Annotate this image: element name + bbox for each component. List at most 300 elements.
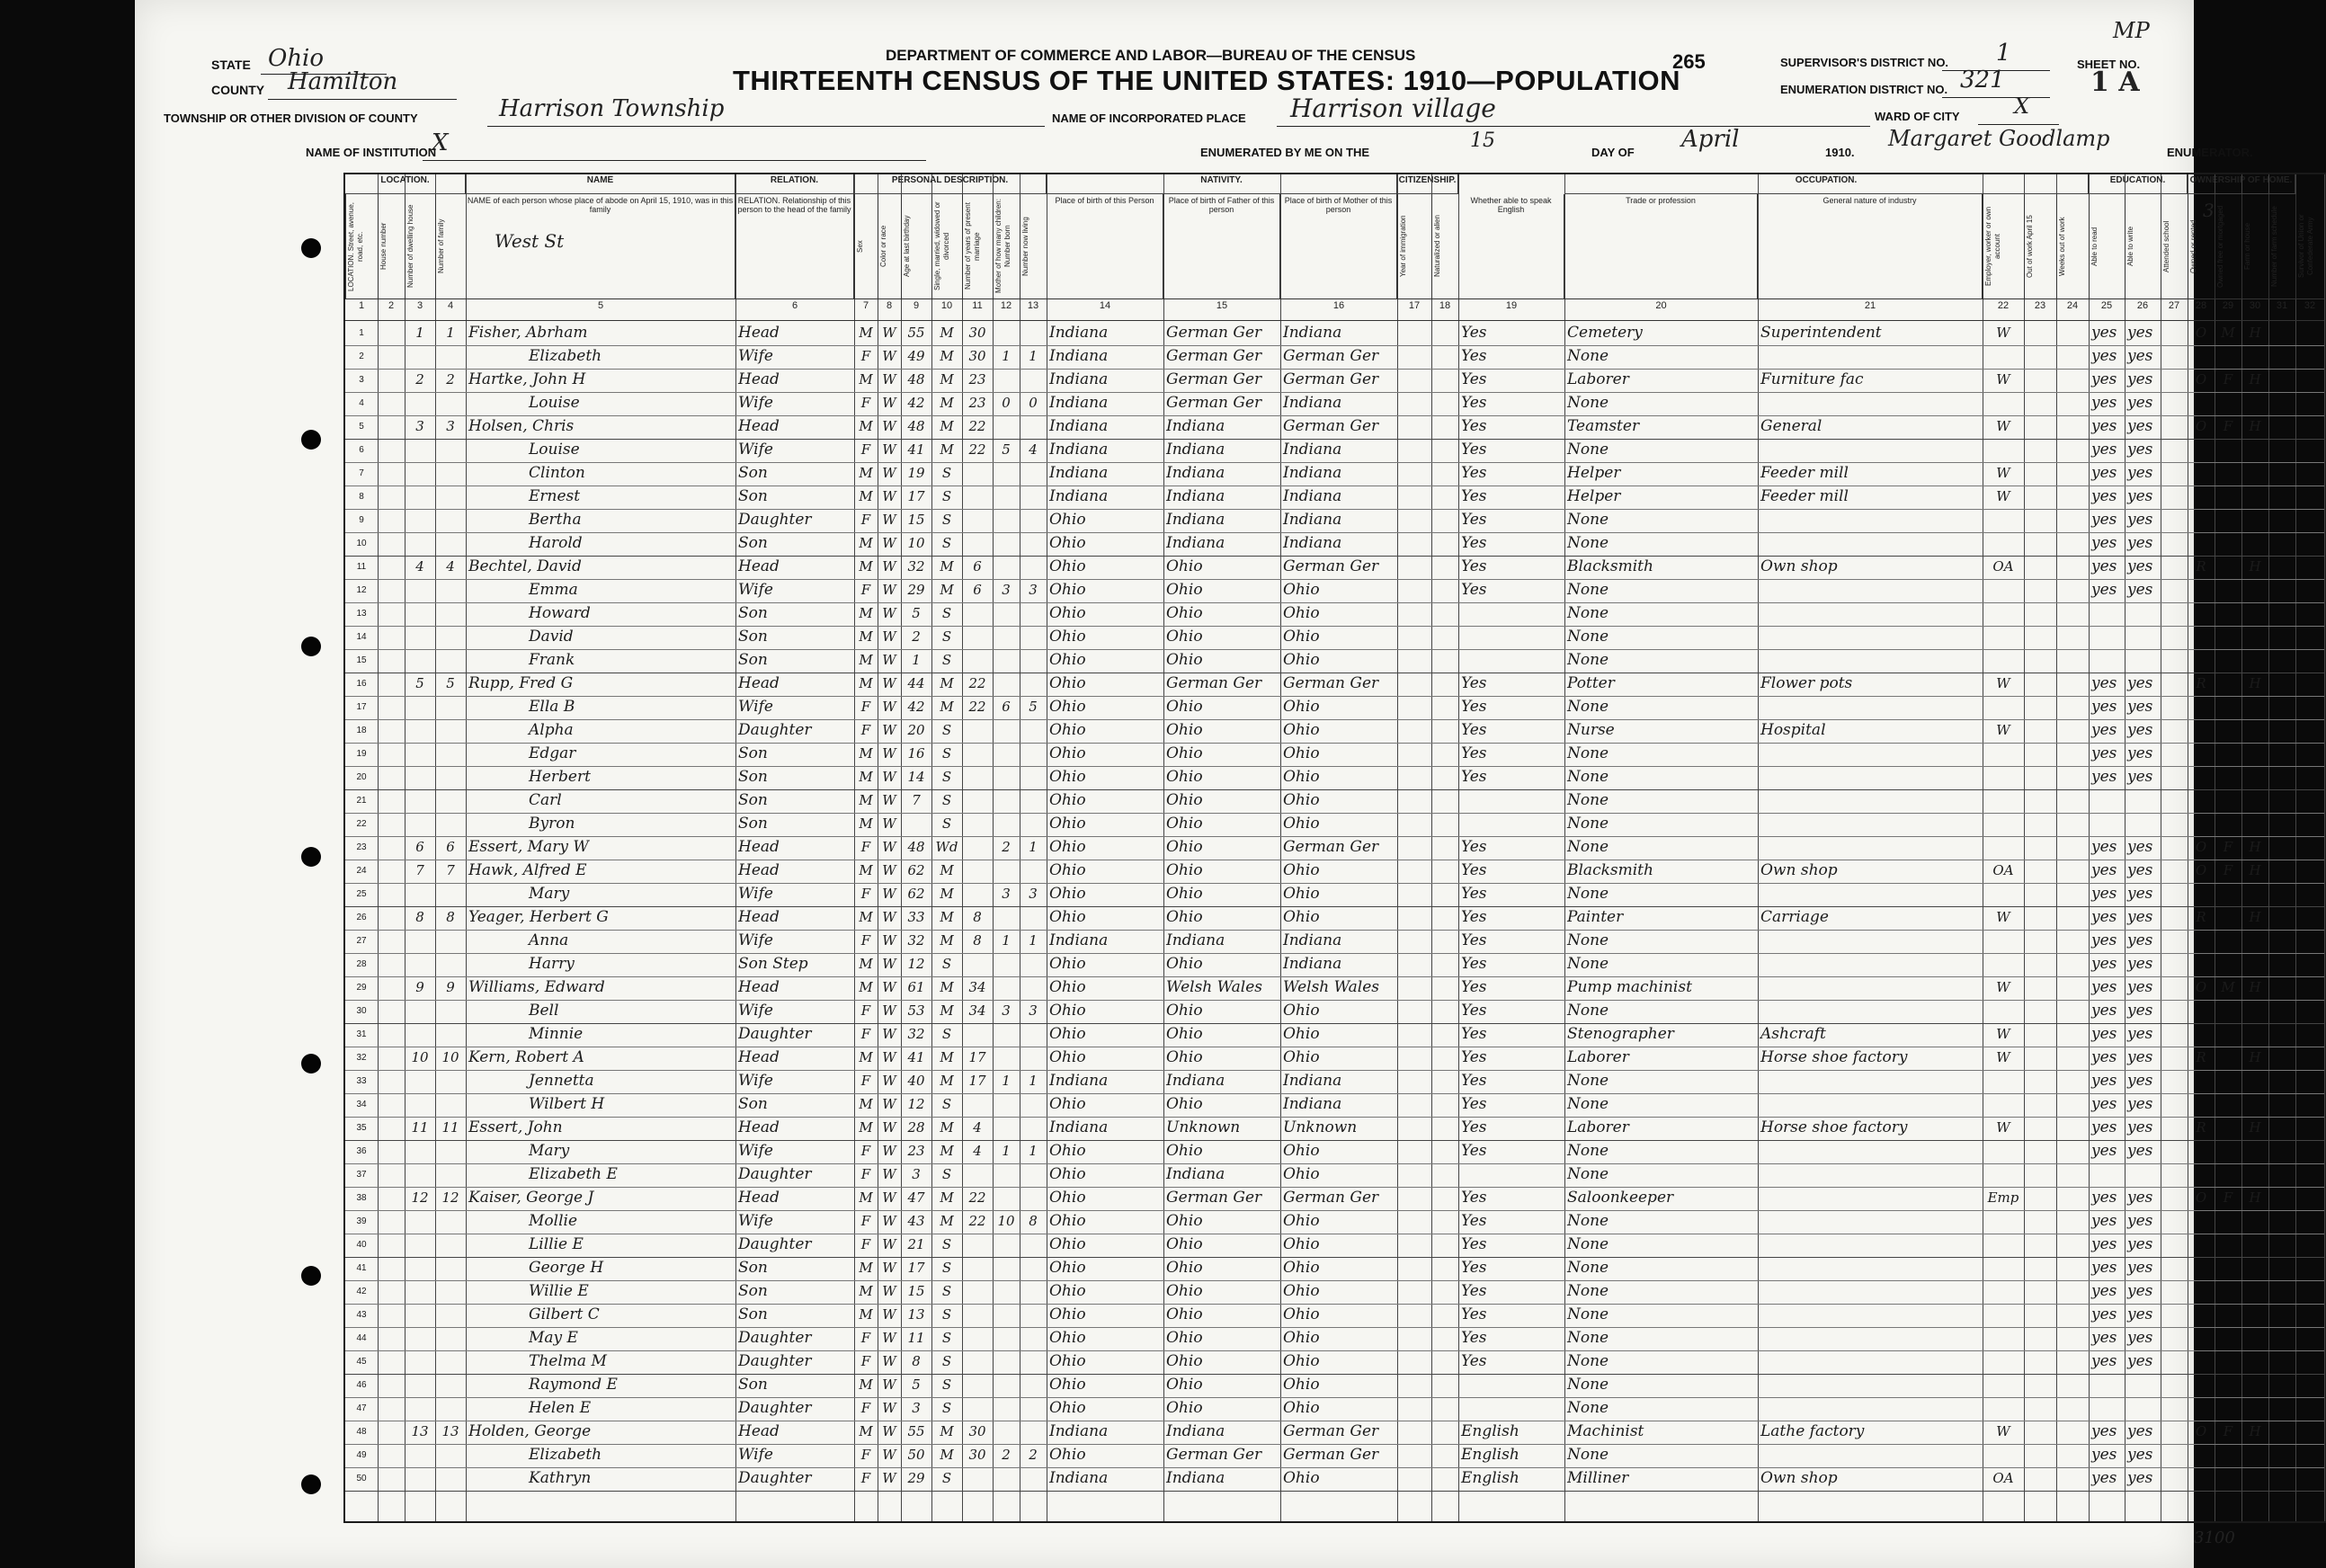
- cell-read: yes: [2091, 1095, 2117, 1113]
- cell-eng: Yes: [1461, 908, 1487, 926]
- cell-name: Elizabeth E: [529, 1165, 618, 1183]
- cell-read: yes: [2091, 441, 2117, 459]
- cell-eng: Yes: [1461, 1282, 1487, 1300]
- cell-race: W: [882, 886, 896, 902]
- cell-free: [2215, 1257, 2241, 1280]
- cell-eng: Yes: [1461, 487, 1487, 505]
- cell-age: 29: [907, 582, 925, 598]
- cell-bp: Indiana: [1049, 441, 1109, 459]
- cell-own: R: [2196, 1119, 2206, 1136]
- cell-n: 26: [356, 913, 367, 922]
- cell-trade: None: [1567, 1212, 1609, 1230]
- cell-born: [993, 1350, 1020, 1374]
- cell-free: [2215, 1350, 2241, 1374]
- cell-trade: None: [1567, 1305, 1609, 1323]
- cell-fh: [2241, 1163, 2268, 1187]
- cell-fam: [435, 1000, 466, 1023]
- table-row: [345, 1280, 2324, 1304]
- cell-trade: None: [1567, 885, 1609, 903]
- cell-ms: M: [940, 1213, 954, 1229]
- cell-write: yes: [2127, 441, 2153, 459]
- cell-age: 21: [907, 1236, 925, 1252]
- cell-free: [2215, 1140, 2241, 1163]
- cell-read: yes: [2091, 931, 2117, 949]
- cell-emp: [1983, 813, 2024, 836]
- cell-mbp: Ohio: [1283, 1399, 1320, 1417]
- cell-own: [2188, 392, 2215, 415]
- cell-rel: Son: [738, 534, 768, 552]
- cell-age: 47: [907, 1189, 925, 1206]
- cell-age: 12: [907, 956, 925, 972]
- cell-bp: Ohio: [1049, 651, 1086, 669]
- cell-eng: Yes: [1461, 324, 1487, 342]
- cell-sex: F: [860, 582, 871, 598]
- cell-trade: None: [1567, 1399, 1609, 1417]
- cell-free: [2215, 883, 2241, 906]
- cell-yrs: [962, 1374, 993, 1397]
- cell-age: 48: [907, 418, 925, 434]
- cell-ind: [1758, 1327, 1983, 1350]
- cell-n: 7: [359, 468, 364, 478]
- cell-sex: F: [860, 1143, 871, 1159]
- cell-sex: M: [859, 605, 873, 621]
- cell-read: yes: [2091, 908, 2117, 926]
- cell-age: 8: [912, 1353, 921, 1369]
- cell-name: Fisher, Abrham: [468, 324, 588, 342]
- cell-n: 35: [356, 1123, 367, 1133]
- cell-free: [2215, 439, 2241, 462]
- cell-emp: [1983, 1257, 2024, 1280]
- cell-emp: W: [1996, 325, 2010, 341]
- cell-emp: W: [1996, 371, 2010, 388]
- cell-write: yes: [2127, 978, 2153, 996]
- cell-ind: Lathe factory: [1760, 1422, 1865, 1440]
- section-header-citizenship: CITIZENSHIP.: [1397, 174, 1458, 194]
- cell-ind: Flower pots: [1760, 674, 1853, 692]
- cell-age: 14: [907, 769, 925, 785]
- cell-read: yes: [2091, 955, 2117, 973]
- cell-fbp: Ohio: [1166, 791, 1203, 809]
- cell-trade: None: [1567, 1095, 1609, 1113]
- cell-born: [993, 1327, 1020, 1350]
- column-number: 4: [447, 300, 454, 311]
- cell-n: 32: [356, 1053, 367, 1063]
- cell-write: yes: [2127, 464, 2153, 482]
- cell-age: 42: [907, 699, 925, 715]
- column-header: Owned free or mortgaged: [2215, 194, 2241, 298]
- cell-dw: [405, 696, 435, 719]
- cell-living: [1020, 532, 1047, 556]
- table-row: [345, 1374, 2324, 1397]
- cell-ms: S: [941, 792, 952, 808]
- cell-write: [2125, 813, 2161, 836]
- cell-name: Anna: [529, 931, 569, 949]
- cell-write: yes: [2127, 417, 2153, 435]
- cell-eng: Yes: [1461, 978, 1487, 996]
- cell-trade: None: [1567, 955, 1609, 973]
- cell-n: 49: [356, 1450, 367, 1460]
- cell-trade: None: [1567, 768, 1609, 786]
- cell-age: 32: [907, 1026, 925, 1042]
- cell-ms: Wd: [935, 839, 958, 855]
- cell-rel: Wife: [738, 1002, 773, 1020]
- cell-n: 12: [356, 585, 367, 595]
- column-number: 16: [1332, 300, 1345, 311]
- cell-fam: 2: [446, 371, 455, 388]
- place-value: Harrison village: [1290, 94, 1496, 123]
- cell-fam: [435, 1257, 466, 1280]
- cell-n: 2: [359, 352, 364, 361]
- cell-sex: M: [859, 1423, 873, 1439]
- cell-living: [1020, 1093, 1047, 1117]
- cell-fh: [2241, 813, 2268, 836]
- cell-emp: [1983, 743, 2024, 766]
- cell-dw: [405, 439, 435, 462]
- cell-n: 50: [356, 1474, 367, 1483]
- cell-n: 30: [356, 1006, 367, 1016]
- table-row: [345, 556, 2324, 579]
- cell-emp: W: [1996, 979, 2010, 995]
- cell-race: W: [882, 979, 896, 995]
- cell-living: [1020, 1257, 1047, 1280]
- cell-fam: [435, 930, 466, 953]
- cell-mbp: Ohio: [1283, 744, 1320, 762]
- cell-name: Clinton: [529, 464, 585, 482]
- enumerator-name: Margaret Goodlamp: [1888, 126, 2110, 151]
- cell-eng: Yes: [1461, 581, 1487, 599]
- cell-sex: M: [859, 652, 873, 668]
- cell-yrs: 6: [973, 558, 982, 575]
- cell-fam: [435, 649, 466, 673]
- cell-yrs: 22: [968, 699, 986, 715]
- cell-sex: F: [860, 1236, 871, 1252]
- cell-race: W: [882, 1353, 896, 1369]
- cell-free: [2215, 602, 2241, 626]
- column-header: Trade or profession: [1564, 194, 1758, 298]
- cell-own: [2188, 439, 2215, 462]
- cell-mbp: Ohio: [1283, 604, 1320, 622]
- cell-eng: Yes: [1461, 1235, 1487, 1253]
- cell-emp: [1983, 766, 2024, 789]
- cell-race: W: [882, 722, 896, 738]
- cell-fam: [435, 509, 466, 532]
- cell-rel: Head: [738, 1048, 780, 1066]
- cell-fbp: Ohio: [1166, 1002, 1203, 1020]
- cell-ind: [1758, 1210, 1983, 1234]
- cell-living: 8: [1029, 1213, 1038, 1229]
- cell-born: [993, 743, 1020, 766]
- column-number: 32: [2304, 300, 2316, 311]
- cell-ind: [1758, 1257, 1983, 1280]
- cell-dw: 13: [411, 1423, 429, 1439]
- cell-rel: Son Step: [738, 955, 808, 973]
- cell-ms: M: [940, 371, 954, 388]
- cell-free: F: [2223, 371, 2233, 388]
- column-header: Able to read: [2089, 194, 2125, 298]
- cell-n: 18: [356, 726, 367, 735]
- cell-ind: Own shop: [1760, 557, 1838, 575]
- cell-fh: [2241, 1444, 2268, 1467]
- cell-ms: M: [940, 558, 954, 575]
- column-number: 6: [791, 300, 798, 311]
- cell-fbp: Ohio: [1166, 604, 1203, 622]
- cell-fbp: Indiana: [1166, 487, 1225, 505]
- cell-trade: None: [1567, 931, 1609, 949]
- cell-rel: Son: [738, 1376, 768, 1394]
- cell-race: W: [882, 512, 896, 528]
- cell-ms: M: [940, 325, 954, 341]
- cell-name: Jennetta: [529, 1072, 594, 1090]
- cell-fam: [435, 532, 466, 556]
- table-row: [345, 906, 2324, 930]
- cell-sex: M: [859, 745, 873, 762]
- ward-label: WARD OF CITY: [1875, 110, 1960, 123]
- cell-dw: 10: [411, 1049, 429, 1065]
- cell-race: W: [882, 1026, 896, 1042]
- cell-free: [2215, 1467, 2241, 1491]
- cell-fbp: Ohio: [1166, 1282, 1203, 1300]
- cell-emp: W: [1996, 1049, 2010, 1065]
- cell-ind: [1758, 1140, 1983, 1163]
- cell-write: yes: [2127, 931, 2153, 949]
- cell-ms: S: [941, 512, 952, 528]
- cell-own: O: [2195, 371, 2207, 388]
- cell-living: [1020, 743, 1047, 766]
- table-row: [345, 1210, 2324, 1234]
- cell-fbp: Ohio: [1166, 744, 1203, 762]
- column-header: Out of work April 15: [2024, 194, 2056, 298]
- cell-race: W: [882, 1236, 896, 1252]
- cell-born: 1: [1002, 932, 1011, 949]
- cell-ms: M: [940, 1119, 954, 1136]
- cell-ind: Own shop: [1760, 861, 1838, 879]
- cell-trade: None: [1567, 1142, 1609, 1160]
- cell-ms: S: [941, 1283, 952, 1299]
- cell-bp: Ohio: [1049, 1189, 1086, 1207]
- cell-name: Essert, Mary W: [468, 838, 589, 856]
- cell-n: 21: [356, 796, 367, 806]
- cell-ind: [1758, 836, 1983, 860]
- cell-own: O: [2195, 325, 2207, 341]
- enumerator-label: ENUMERATOR.: [2167, 146, 2253, 159]
- cell-emp: [1983, 602, 2024, 626]
- cell-ind: [1758, 976, 1983, 1000]
- cell-write: [2125, 1374, 2161, 1397]
- cell-ms: S: [941, 1166, 952, 1182]
- cell-fh: H: [2249, 558, 2261, 575]
- cell-race: W: [882, 1143, 896, 1159]
- cell-ms: S: [941, 956, 952, 972]
- table-row: [345, 1304, 2324, 1327]
- cell-fbp: Ohio: [1166, 1376, 1203, 1394]
- cell-write: yes: [2127, 1422, 2153, 1440]
- cell-trade: None: [1567, 1002, 1609, 1020]
- cell-trade: Saloonkeeper: [1567, 1189, 1674, 1207]
- cell-fbp: Indiana: [1166, 417, 1225, 435]
- cell-read: yes: [2091, 370, 2117, 388]
- cell-free: [2215, 462, 2241, 486]
- cell-born: [993, 1467, 1020, 1491]
- cell-name: Emma: [529, 581, 578, 599]
- cell-ms: M: [940, 699, 954, 715]
- cell-age: 44: [907, 675, 925, 691]
- cell-mbp: Ohio: [1283, 861, 1320, 879]
- cell-fbp: Welsh Wales: [1166, 978, 1263, 996]
- cell-sex: M: [859, 325, 873, 341]
- cell-fh: H: [2249, 371, 2261, 388]
- cell-own: [2188, 345, 2215, 369]
- cell-living: [1020, 1280, 1047, 1304]
- cell-trade: None: [1567, 651, 1609, 669]
- cell-rel: Son: [738, 604, 768, 622]
- cell-yrs: 17: [968, 1049, 986, 1065]
- cell-write: yes: [2127, 1189, 2153, 1207]
- table-row: [345, 602, 2324, 626]
- table-row: [345, 322, 2324, 345]
- cell-yrs: 4: [973, 1143, 982, 1159]
- cell-read: yes: [2091, 511, 2117, 529]
- cell-age: 50: [907, 1447, 925, 1463]
- cell-ind: Feeder mill: [1760, 487, 1849, 505]
- cell-write: yes: [2127, 1259, 2153, 1277]
- cell-age: 32: [907, 932, 925, 949]
- cell-free: [2215, 532, 2241, 556]
- cell-read: yes: [2091, 1469, 2117, 1487]
- column-header: House number: [378, 194, 405, 298]
- county-underline: [268, 99, 457, 100]
- cell-emp: W: [1996, 909, 2010, 925]
- table-row: [345, 743, 2324, 766]
- section-header-ownership: OWNERSHIP OF HOME.: [2188, 174, 2295, 194]
- enum-district-value: 321: [1960, 67, 2005, 94]
- cell-bp: Ohio: [1049, 1329, 1086, 1347]
- cell-read: yes: [2091, 861, 2117, 879]
- cell-yrs: [962, 813, 993, 836]
- cell-race: W: [882, 1283, 896, 1299]
- cell-n: 4: [359, 398, 364, 408]
- cell-race: W: [882, 348, 896, 364]
- cell-fh: [2241, 1000, 2268, 1023]
- cell-write: [2125, 649, 2161, 673]
- cell-fbp: Ohio: [1166, 861, 1203, 879]
- cell-fh: [2241, 579, 2268, 602]
- cell-fh: [2241, 602, 2268, 626]
- cell-dw: [405, 1467, 435, 1491]
- column-number: 29: [2222, 300, 2234, 311]
- cell-mbp: German Ger: [1283, 1189, 1379, 1207]
- cell-name: Ella B: [529, 698, 575, 716]
- cell-rel: Head: [738, 1189, 780, 1207]
- cell-write: yes: [2127, 674, 2153, 692]
- cell-race: W: [882, 1119, 896, 1136]
- cell-fam: [435, 1163, 466, 1187]
- section-header-nativity: NATIVITY.: [1047, 174, 1397, 194]
- cell-sex: M: [859, 1119, 873, 1136]
- cell-born: [993, 1304, 1020, 1327]
- cell-born: 2: [1002, 1447, 1011, 1463]
- cell-write: yes: [2127, 744, 2153, 762]
- cell-yrs: [962, 1350, 993, 1374]
- cell-sex: M: [859, 1376, 873, 1393]
- cell-dw: [405, 813, 435, 836]
- cell-write: yes: [2127, 1072, 2153, 1090]
- cell-mbp: German Ger: [1283, 1446, 1379, 1464]
- cell-trade: None: [1567, 534, 1609, 552]
- cell-race: W: [882, 1423, 896, 1439]
- cell-bp: Ohio: [1049, 885, 1086, 903]
- cell-ms: M: [940, 1049, 954, 1065]
- cell-dw: [405, 766, 435, 789]
- table-row: [345, 1070, 2324, 1093]
- table-row: [345, 532, 2324, 556]
- column-number: 20: [1655, 300, 1667, 311]
- cell-race: W: [882, 605, 896, 621]
- cell-rel: Daughter: [738, 1329, 812, 1347]
- cell-name: Yeager, Herbert G: [468, 908, 609, 926]
- cell-n: 48: [356, 1427, 367, 1437]
- cell-mbp: Ohio: [1283, 1025, 1320, 1043]
- cell-free: [2215, 1000, 2241, 1023]
- cell-own: [2188, 1070, 2215, 1093]
- cell-read: yes: [2091, 768, 2117, 786]
- cell-rel: Son: [738, 1282, 768, 1300]
- column-header: Naturalized or alien: [1431, 194, 1458, 298]
- cell-sex: F: [860, 1166, 871, 1182]
- cell-eng: Yes: [1461, 417, 1487, 435]
- cell-ms: M: [940, 909, 954, 925]
- cell-living: [1020, 556, 1047, 579]
- cell-read: yes: [2091, 581, 2117, 599]
- cell-name: Harry: [529, 955, 575, 973]
- cell-trade: None: [1567, 791, 1609, 809]
- cell-yrs: 22: [968, 441, 986, 458]
- cell-mbp: Indiana: [1283, 534, 1342, 552]
- cell-read: [2089, 1397, 2125, 1421]
- institution-value: X: [432, 129, 449, 156]
- township-underline: [487, 126, 1045, 127]
- cell-ind: [1758, 953, 1983, 976]
- cell-rel: Head: [738, 557, 780, 575]
- cell-name: Mollie: [529, 1212, 578, 1230]
- cell-born: 1: [1002, 348, 1011, 364]
- cell-own: [2188, 1000, 2215, 1023]
- cell-name: Holden, George: [468, 1422, 592, 1440]
- cell-read: yes: [2091, 1142, 2117, 1160]
- cell-sex: M: [859, 628, 873, 645]
- cell-dw: [405, 1257, 435, 1280]
- cell-fh: [2241, 1070, 2268, 1093]
- cell-age: 29: [907, 1470, 925, 1486]
- cell-race: W: [882, 792, 896, 808]
- cell-rel: Head: [738, 861, 780, 879]
- cell-read: yes: [2091, 347, 2117, 365]
- supervisor-value: 1: [1996, 40, 2011, 67]
- cell-race: W: [882, 1330, 896, 1346]
- cell-name: Willie E: [529, 1282, 589, 1300]
- cell-dw: [405, 789, 435, 813]
- cell-fbp: Ohio: [1166, 815, 1203, 833]
- column-number: 8: [886, 300, 893, 311]
- cell-n: 27: [356, 936, 367, 946]
- cell-living: [1020, 626, 1047, 649]
- cell-write: yes: [2127, 534, 2153, 552]
- cell-trade: None: [1567, 604, 1609, 622]
- cell-born: 5: [1002, 441, 1011, 458]
- cell-ind: [1758, 626, 1983, 649]
- cell-write: yes: [2127, 768, 2153, 786]
- cell-bp: Indiana: [1049, 931, 1109, 949]
- cell-ind: [1758, 392, 1983, 415]
